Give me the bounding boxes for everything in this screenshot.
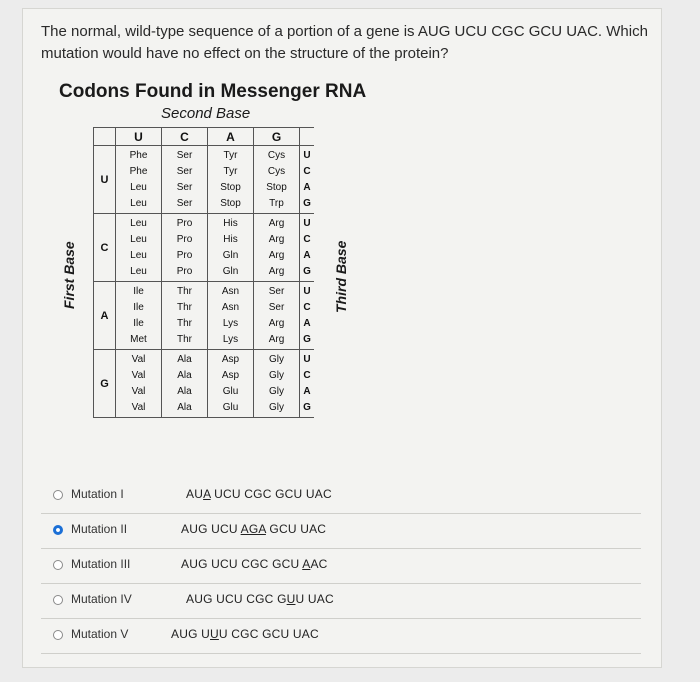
amino-acid: Pro [176,217,193,229]
third-base-label: Third Base [333,240,349,313]
amino-acid: Ser [176,198,193,210]
amino-acid: Ser [176,182,193,194]
sequence-part: AUG U [171,627,211,641]
codon-table-title: Codons Found in Messenger RNA [59,81,367,102]
sequence-part: AC [310,557,328,571]
third-base-letter: U [303,149,311,161]
amino-acid: Leu [130,266,147,278]
third-base-cell [300,146,314,214]
sequence-part: U CGC GCU UAC [218,627,319,641]
amino-acid: Ala [177,402,192,414]
codon-cell [116,214,162,282]
option-label: Mutation III [71,557,131,571]
first-base-cell: G [94,350,116,418]
sequence-part: GCU UAC [265,522,327,536]
codon-cell [162,214,208,282]
option-mutation-3[interactable] [41,549,641,584]
mutated-base: A [302,557,311,571]
option-mutation-5[interactable] [41,619,641,654]
amino-acid: Arg [268,266,285,278]
third-base-letter: G [303,402,311,414]
third-base-letter: A [303,182,311,194]
amino-acid: Ile [133,285,144,297]
amino-acid: Leu [130,217,147,229]
first-base-cell: C [94,214,116,282]
amino-acid: Arg [268,318,285,330]
option-label: Mutation II [71,522,128,536]
first-base-label: First Base [61,241,77,309]
amino-acid: Val [131,402,146,414]
third-base-letter: A [303,250,311,262]
amino-acid: Val [131,369,146,381]
amino-acid: Gly [269,402,284,414]
third-base-letter: C [303,301,311,313]
sequence-part: AU [186,487,204,501]
third-base-letter: U [303,353,311,365]
option-sequence [186,487,332,501]
sequence-part: U UAC [295,592,334,606]
amino-acid: Stop [220,198,241,210]
amino-acid: Arg [268,217,285,229]
option-label: Mutation V [71,627,129,641]
option-sequence [186,592,334,606]
third-base-letter: C [303,233,311,245]
amino-acid: Thr [177,301,192,313]
amino-acid: Ile [133,318,144,330]
amino-acid: Arg [268,233,285,245]
amino-acid: Phe [129,149,148,161]
radio-button[interactable] [53,630,63,640]
second-base-header: U [116,128,162,146]
codon-cell [116,350,162,418]
amino-acid: Val [131,353,146,365]
amino-acid: Tyr [223,149,238,161]
radio-button[interactable] [53,595,63,605]
option-sequence [171,627,319,641]
amino-acid: Leu [130,233,147,245]
codon-cell [254,282,300,350]
amino-acid: Stop [266,182,287,194]
third-base-letter: G [303,198,311,210]
amino-acid: Arg [268,250,285,262]
codon-cell [162,282,208,350]
amino-acid: Phe [129,165,148,177]
third-base-letter: C [303,369,311,381]
codon-cell [254,350,300,418]
amino-acid: Ala [177,369,192,381]
third-base-letter: U [303,285,311,297]
amino-acid: Tyr [223,165,238,177]
sequence-part: UCU CGC GCU UAC [210,487,332,501]
option-mutation-2[interactable] [41,514,641,549]
amino-acid: Leu [130,182,147,194]
amino-acid: Ser [176,165,193,177]
option-sequence [181,557,328,571]
amino-acid: Lys [222,318,239,330]
amino-acid: Cys [267,165,286,177]
amino-acid: His [223,217,238,229]
codon-cell [208,282,254,350]
first-base-cell: U [94,146,116,214]
third-base-cell [300,214,314,282]
second-base-header: A [208,128,254,146]
amino-acid: Gly [269,353,284,365]
third-base-cell [300,350,314,418]
codon-cell [254,146,300,214]
mutated-base: A [203,487,211,501]
amino-acid: Trp [269,198,284,210]
amino-acid: Asp [221,369,240,381]
codon-cell [162,146,208,214]
third-base-letter: A [303,318,311,330]
amino-acid: Thr [177,334,192,346]
amino-acid: Pro [176,233,193,245]
mutated-base: U [210,627,219,641]
third-base-letter: C [303,165,311,177]
mutated-base: U [286,592,296,606]
codon-cell [208,214,254,282]
second-base-header: C [162,128,208,146]
amino-acid: Leu [130,250,147,262]
option-mutation-1[interactable] [41,479,641,514]
amino-acid: Asp [221,353,240,365]
option-label: Mutation IV [71,592,132,606]
amino-acid: Arg [268,334,285,346]
third-base-header-spacer [300,128,314,146]
sequence-part: AUG UCU CGC G [186,592,287,606]
amino-acid: Ala [177,353,192,365]
second-base-header: G [254,128,300,146]
second-base-label: Second Base [161,105,251,122]
codon-cell [116,282,162,350]
codon-cell [162,350,208,418]
third-base-cell [300,282,314,350]
third-base-letter: U [303,217,311,229]
codon-cell [116,146,162,214]
codon-cell [254,214,300,282]
sequence-part: AUG UCU [181,522,241,536]
third-base-letter: G [303,334,311,346]
radio-button[interactable] [53,525,63,535]
amino-acid: Leu [130,198,147,210]
amino-acid: Asn [221,301,240,313]
amino-acid: Gly [269,369,284,381]
codon-cell [208,350,254,418]
option-sequence [181,522,326,536]
amino-acid: Thr [177,285,192,297]
amino-acid: Gln [222,250,239,262]
sequence-part: AUG UCU CGC GCU [181,557,303,571]
answer-options [41,479,641,654]
amino-acid: Ala [177,386,192,398]
amino-acid: Ser [268,301,285,313]
codon-table [93,127,314,418]
amino-acid: Ser [268,285,285,297]
codon-cell [208,146,254,214]
amino-acid: Cys [267,149,286,161]
third-base-letter: A [303,386,311,398]
amino-acid: Val [131,386,146,398]
mutated-base: AGA [240,522,266,536]
amino-acid: Asn [221,285,240,297]
option-mutation-4[interactable] [41,584,641,619]
amino-acid: Met [130,334,147,346]
amino-acid: His [223,233,238,245]
radio-button[interactable] [53,490,63,500]
amino-acid: Pro [176,266,193,278]
amino-acid: Stop [220,182,241,194]
option-label: Mutation I [71,487,124,501]
question-sheet [22,8,662,668]
radio-button[interactable] [53,560,63,570]
question-text: The normal, wild-type sequence of a portion of a gene is AUG UCU CGC GCU UAC. Which mutation would have no effect on the structure of the protein? [41,23,648,62]
amino-acid: Ser [176,149,193,161]
amino-acid: Glu [222,402,239,414]
amino-acid: Glu [222,386,239,398]
amino-acid: Lys [222,334,239,346]
amino-acid: Thr [177,318,192,330]
first-base-cell: A [94,282,116,350]
amino-acid: Ile [133,301,144,313]
third-base-letter: G [303,266,311,278]
amino-acid: Gln [222,266,239,278]
amino-acid: Pro [176,250,193,262]
amino-acid: Gly [269,386,284,398]
table-corner [94,128,116,146]
